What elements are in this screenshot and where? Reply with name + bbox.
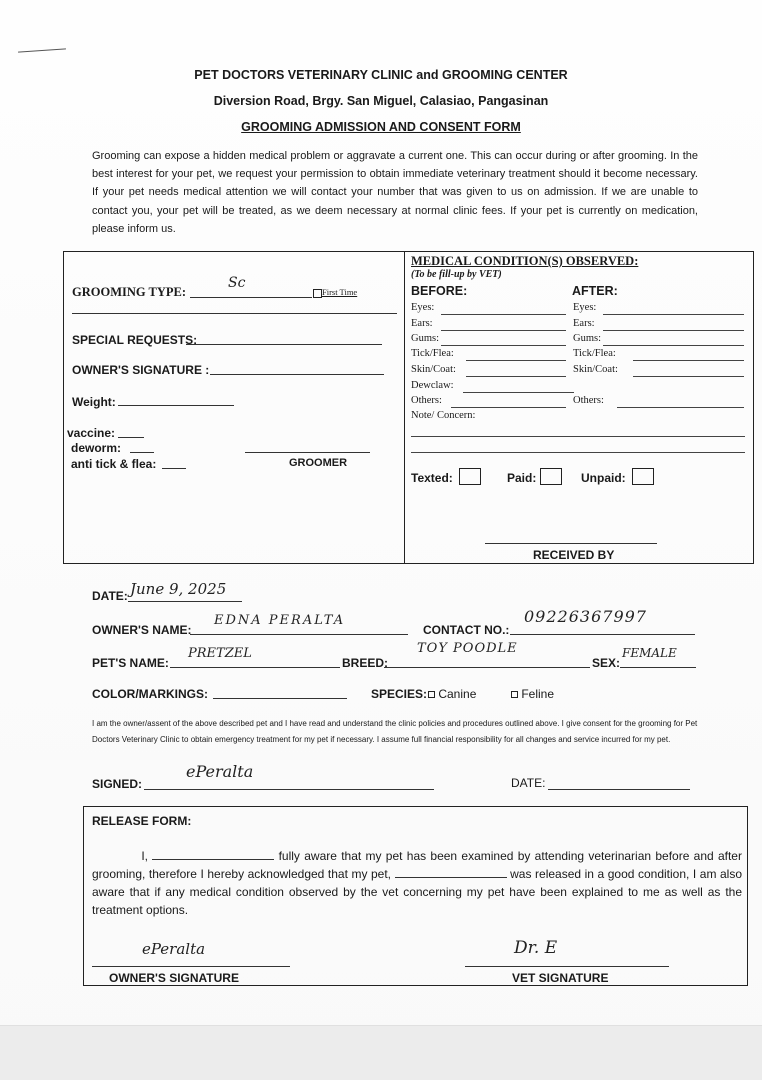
species-label: SPECIES: (371, 687, 428, 701)
breed-value: TOY POODLE (417, 641, 518, 656)
canine-label: Canine (438, 687, 477, 701)
weight-label: Weight: (72, 395, 116, 409)
before-item-field[interactable] (451, 407, 566, 408)
after-item-label: Tick/Flea: (573, 348, 616, 359)
paid-label: Paid: (507, 471, 537, 485)
grooming-type-extra-line[interactable] (72, 313, 397, 314)
before-item-label: Others: (411, 395, 442, 406)
deworm-label: deworm: (71, 441, 122, 455)
before-item-label: Skin/Coat: (411, 364, 456, 375)
date2-label: DATE: (511, 776, 546, 790)
anti-tick-label: anti tick & flea: (71, 457, 157, 471)
before-item-label: Eyes: (411, 302, 435, 313)
contact-value: 09226367997 (524, 607, 647, 626)
after-item-field[interactable] (633, 376, 744, 377)
first-time-checkbox[interactable] (313, 289, 322, 298)
release-owner-signature-label: OWNER'S SIGNATURE (109, 971, 239, 985)
before-item-field[interactable] (466, 360, 566, 361)
canine-option[interactable] (428, 687, 476, 701)
pet-name-label: PET'S NAME: (92, 656, 169, 670)
breed-field[interactable] (384, 667, 590, 668)
before-item-field[interactable] (441, 330, 566, 331)
medical-title: MEDICAL CONDITION(S) OBSERVED: (411, 254, 639, 268)
before-item-field[interactable] (466, 376, 566, 377)
before-item-label: Ears: (411, 318, 433, 329)
special-requests-label: SPECIAL REQUESTS: (72, 333, 198, 347)
before-item-field[interactable] (441, 345, 566, 346)
form-title: GROOMING ADMISSION AND CONSENT FORM (241, 120, 521, 134)
signed-field[interactable] (144, 789, 434, 790)
after-item-field[interactable] (603, 345, 744, 346)
vaccine-label: vaccine: (67, 426, 116, 440)
paid-checkbox[interactable] (540, 468, 562, 485)
canine-checkbox[interactable] (428, 691, 435, 698)
before-item-label: Dewclaw: (411, 380, 454, 391)
after-item-field[interactable] (603, 330, 744, 331)
owner-signature-field[interactable] (210, 374, 384, 375)
after-item-label: Gums: (573, 333, 602, 344)
feline-checkbox[interactable] (511, 691, 518, 698)
pet-name-value: PRETZEL (188, 646, 252, 661)
texted-label: Texted: (411, 471, 453, 485)
release-text-3: was released in a good condition, I am also aware that if any medical condition observed by the vet concerning my pet have been explained to me as well as the treatment options. (92, 867, 742, 917)
signed-value: ePeralta (186, 762, 254, 781)
clinic-address: Diversion Road, Brgy. San Miguel, Calasiao, Pangasinan (213, 94, 549, 108)
deworm-field[interactable] (130, 452, 154, 453)
note-line-1[interactable] (411, 436, 745, 437)
unpaid-checkbox[interactable] (632, 468, 654, 485)
feline-label: Feline (521, 687, 555, 701)
grooming-type-field[interactable] (190, 297, 312, 298)
color-markings-field[interactable] (213, 698, 347, 699)
after-item-label: Skin/Coat: (573, 364, 618, 375)
release-paragraph (92, 847, 742, 919)
vet-signature-label: VET SIGNATURE (512, 971, 609, 985)
after-item-label: Eyes: (573, 302, 597, 313)
after-item-label: Others: (573, 395, 604, 406)
received-by-label: RECEIVED BY (533, 548, 615, 562)
weight-field[interactable] (118, 405, 234, 406)
release-owner-signature-value: ePeralta (142, 940, 206, 958)
sex-field[interactable] (620, 667, 696, 668)
grooming-type-label: GROOMING TYPE: (72, 285, 187, 299)
pet-name-field[interactable] (170, 667, 340, 668)
panel-divider (404, 251, 405, 564)
signed-label: SIGNED: (92, 777, 143, 791)
owner-name-label: OWNER'S NAME: (92, 623, 192, 637)
after-item-field[interactable] (633, 360, 744, 361)
before-item-field[interactable] (463, 392, 574, 393)
unpaid-label: Unpaid: (581, 471, 626, 485)
first-time-label: First Time (322, 287, 358, 297)
first-time-option[interactable] (313, 287, 357, 298)
breed-label: BREED: (342, 656, 389, 670)
owner-signature-label: OWNER'S SIGNATURE : (72, 363, 210, 377)
after-label: AFTER: (572, 284, 618, 298)
medical-subtitle: (To be fill-up by VET) (411, 269, 502, 280)
date2-field[interactable] (548, 789, 690, 790)
vaccine-field[interactable] (118, 437, 144, 438)
release-text-1: I, (141, 849, 148, 863)
grooming-type-value: Sc (228, 275, 246, 291)
note-line-2[interactable] (411, 452, 745, 453)
clinic-name: PET DOCTORS VETERINARY CLINIC and GROOMING CENTER (194, 68, 568, 82)
release-owner-name-field[interactable] (152, 848, 274, 860)
date-field[interactable] (128, 601, 242, 602)
after-item-field[interactable] (617, 407, 744, 408)
release-text-2: fully aware that my pet has been examined by attending veterinarian before and after grooming, therefore I hereby acknowledged that my pet, (92, 849, 742, 881)
received-by-field[interactable] (485, 543, 657, 544)
texted-checkbox[interactable] (459, 468, 481, 485)
contact-label: CONTACT NO.: (423, 623, 510, 637)
release-owner-signature-field[interactable] (92, 966, 290, 967)
before-item-label: Gums: (411, 333, 440, 344)
sex-label: SEX: (592, 656, 621, 670)
owner-name-field[interactable] (190, 634, 408, 635)
release-title: RELEASE FORM: (92, 814, 192, 828)
date-value: June 9, 2025 (130, 580, 227, 598)
note-concern-label: Note/ Concern: (411, 410, 476, 421)
groomer-field[interactable] (245, 452, 370, 453)
before-item-label: Tick/Flea: (411, 348, 454, 359)
vet-signature-field[interactable] (465, 966, 669, 967)
anti-tick-field[interactable] (162, 468, 186, 469)
release-pet-name-field[interactable] (395, 866, 507, 878)
after-item-label: Ears: (573, 318, 595, 329)
owner-name-value: EDNA PERALTA (214, 613, 346, 628)
contact-field[interactable] (510, 634, 695, 635)
special-requests-field[interactable] (186, 344, 382, 345)
feline-option[interactable] (511, 687, 554, 701)
before-label: BEFORE: (411, 284, 468, 298)
after-item-field[interactable] (603, 314, 744, 315)
consent-text: I am the owner/assent of the above described pet and I have read and understand the clinic policies and procedures outlined above. I give consent for the grooming for Pet Doctors Veterinary Clinic to obtain emergency treatment for my pet if necessary. I assume full financial responsibility for all changes and service incurred for my pet. (92, 719, 698, 744)
color-markings-label: COLOR/MARKINGS: (92, 687, 208, 701)
scan-edge (0, 1025, 762, 1080)
before-item-field[interactable] (441, 314, 566, 315)
sex-value: FEMALE (622, 646, 677, 660)
date-label: DATE: (92, 589, 128, 603)
groomer-label: GROOMER (289, 457, 348, 469)
vet-signature-value: Dr. E (514, 938, 558, 958)
intro-paragraph: Grooming can expose a hidden medical problem or aggravate a current one. This can occur during or after grooming. In the best interest for your pet, we request your permission to obtain immediate veterinary treatment should it become necessary. If your pet needs medical attention we will contact your number that was given to us on admission. If we are unable to contact you, your pet will be treated, as we deem necessary at normal clinic fees. If your pet is currently on medication, please inform us. (92, 150, 698, 235)
